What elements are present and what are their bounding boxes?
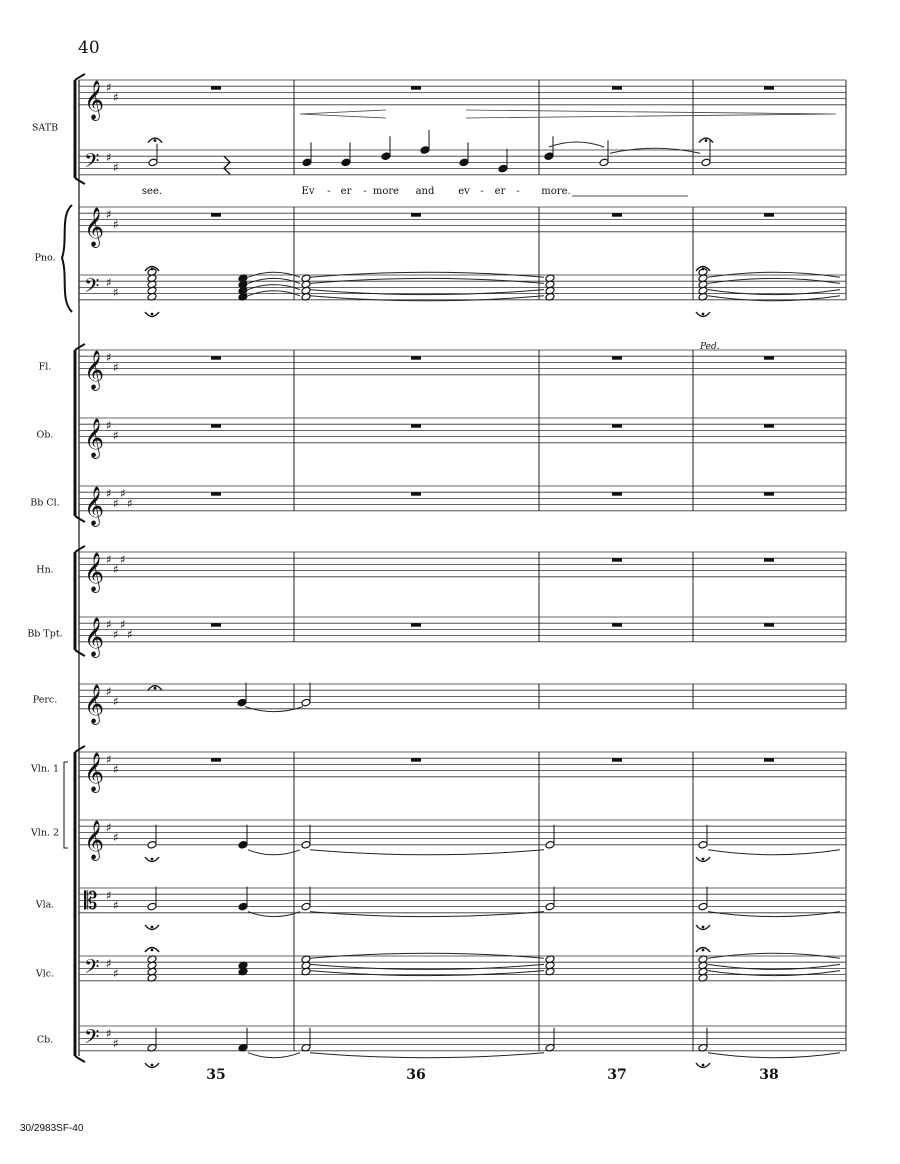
svg-text:♯: ♯ — [106, 552, 112, 567]
label-contrabass: Cb. — [36, 1034, 54, 1046]
label-horn: Hn. — [36, 564, 54, 576]
label-oboe: Ob. — [36, 429, 54, 441]
svg-text:♯: ♯ — [106, 617, 112, 632]
svg-text:♯: ♯ — [113, 830, 119, 845]
svg-text:♯: ♯ — [106, 275, 112, 290]
lyric: - — [363, 186, 367, 197]
lyric: er — [494, 186, 506, 197]
lyric: Ev — [301, 186, 315, 197]
measure-number: 36 — [406, 1067, 426, 1083]
svg-text:♯: ♯ — [106, 486, 112, 501]
measure-number: 37 — [607, 1067, 627, 1083]
svg-text:♯: ♯ — [106, 888, 112, 903]
svg-text:♯: ♯ — [106, 956, 112, 971]
svg-text:♯: ♯ — [113, 1036, 119, 1051]
lyric: more — [372, 186, 400, 197]
label-piano: Pno. — [34, 252, 56, 264]
svg-text:♯: ♯ — [106, 418, 112, 433]
svg-text:♯: ♯ — [127, 496, 133, 511]
svg-text:♯: ♯ — [106, 1026, 112, 1041]
svg-text:♯: ♯ — [113, 694, 119, 709]
svg-text:♯: ♯ — [106, 150, 112, 165]
lyric: more. — [541, 186, 571, 197]
label-trumpet: Bb Tpt. — [27, 628, 63, 640]
svg-text:♯: ♯ — [113, 966, 119, 981]
lyric: - — [327, 186, 331, 197]
svg-text:♯: ♯ — [106, 752, 112, 767]
lyric: - — [516, 186, 520, 197]
svg-text:𝄞: 𝄞 — [84, 79, 105, 120]
svg-text:𝄞: 𝄞 — [84, 616, 105, 657]
svg-text:𝄢: 𝄢 — [84, 955, 100, 984]
svg-text:♯: ♯ — [113, 562, 119, 577]
svg-text:𝄢: 𝄢 — [84, 274, 100, 303]
svg-text:♯: ♯ — [127, 627, 133, 642]
svg-text:𝄞: 𝄞 — [84, 417, 105, 458]
label-viola: Vla. — [35, 899, 55, 911]
lyric: er — [340, 186, 352, 197]
lyric: and — [415, 186, 435, 197]
svg-text:♯: ♯ — [113, 762, 119, 777]
svg-text:♯: ♯ — [113, 898, 119, 913]
svg-text:𝄞: 𝄞 — [84, 751, 105, 792]
svg-text:♯: ♯ — [113, 496, 119, 511]
pedal-mark: Ped. — [700, 342, 720, 352]
measure-number: 38 — [759, 1067, 779, 1083]
svg-text:𝄞: 𝄞 — [84, 683, 105, 724]
page-number: 40 — [78, 38, 100, 58]
svg-text:♯: ♯ — [106, 207, 112, 222]
svg-text:♯: ♯ — [113, 90, 119, 105]
svg-text:♯: ♯ — [106, 820, 112, 835]
lyric: ev — [458, 186, 470, 197]
label-clarinet: Bb Cl. — [30, 497, 60, 509]
svg-text:♯: ♯ — [120, 486, 126, 501]
label-flute: Fl. — [38, 361, 52, 373]
svg-text:♯: ♯ — [120, 552, 126, 567]
svg-text:♯: ♯ — [113, 285, 119, 300]
svg-text:♯: ♯ — [113, 627, 119, 642]
svg-text:♯: ♯ — [113, 160, 119, 175]
label-satb: SATB — [31, 122, 59, 134]
svg-text:♯: ♯ — [106, 80, 112, 95]
svg-text:𝄡: 𝄡 — [84, 887, 98, 916]
svg-text:𝄢: 𝄢 — [84, 149, 100, 178]
label-cello: Vlc. — [35, 968, 55, 980]
svg-text:♯: ♯ — [106, 350, 112, 365]
svg-text:♯: ♯ — [113, 428, 119, 443]
svg-text:♯: ♯ — [113, 360, 119, 375]
footer-code: 30/2983SF-40 — [20, 1123, 84, 1134]
svg-text:𝄞: 𝄞 — [84, 349, 105, 390]
svg-text:♯: ♯ — [120, 617, 126, 632]
svg-text:𝄞: 𝄞 — [84, 485, 105, 526]
measure-number: 35 — [206, 1067, 226, 1083]
lyric: see. — [141, 186, 163, 197]
svg-text:𝄞: 𝄞 — [84, 206, 105, 247]
svg-text:𝄢: 𝄢 — [84, 1025, 100, 1054]
svg-text:♯: ♯ — [106, 684, 112, 699]
svg-text:𝄞: 𝄞 — [84, 551, 105, 592]
label-violin-2: Vln. 2 — [30, 827, 60, 839]
label-violin-1: Vln. 1 — [30, 763, 60, 775]
label-percussion: Perc. — [32, 694, 58, 706]
lyric: - — [480, 186, 484, 197]
svg-text:𝄞: 𝄞 — [84, 819, 105, 860]
svg-text:♯: ♯ — [113, 217, 119, 232]
